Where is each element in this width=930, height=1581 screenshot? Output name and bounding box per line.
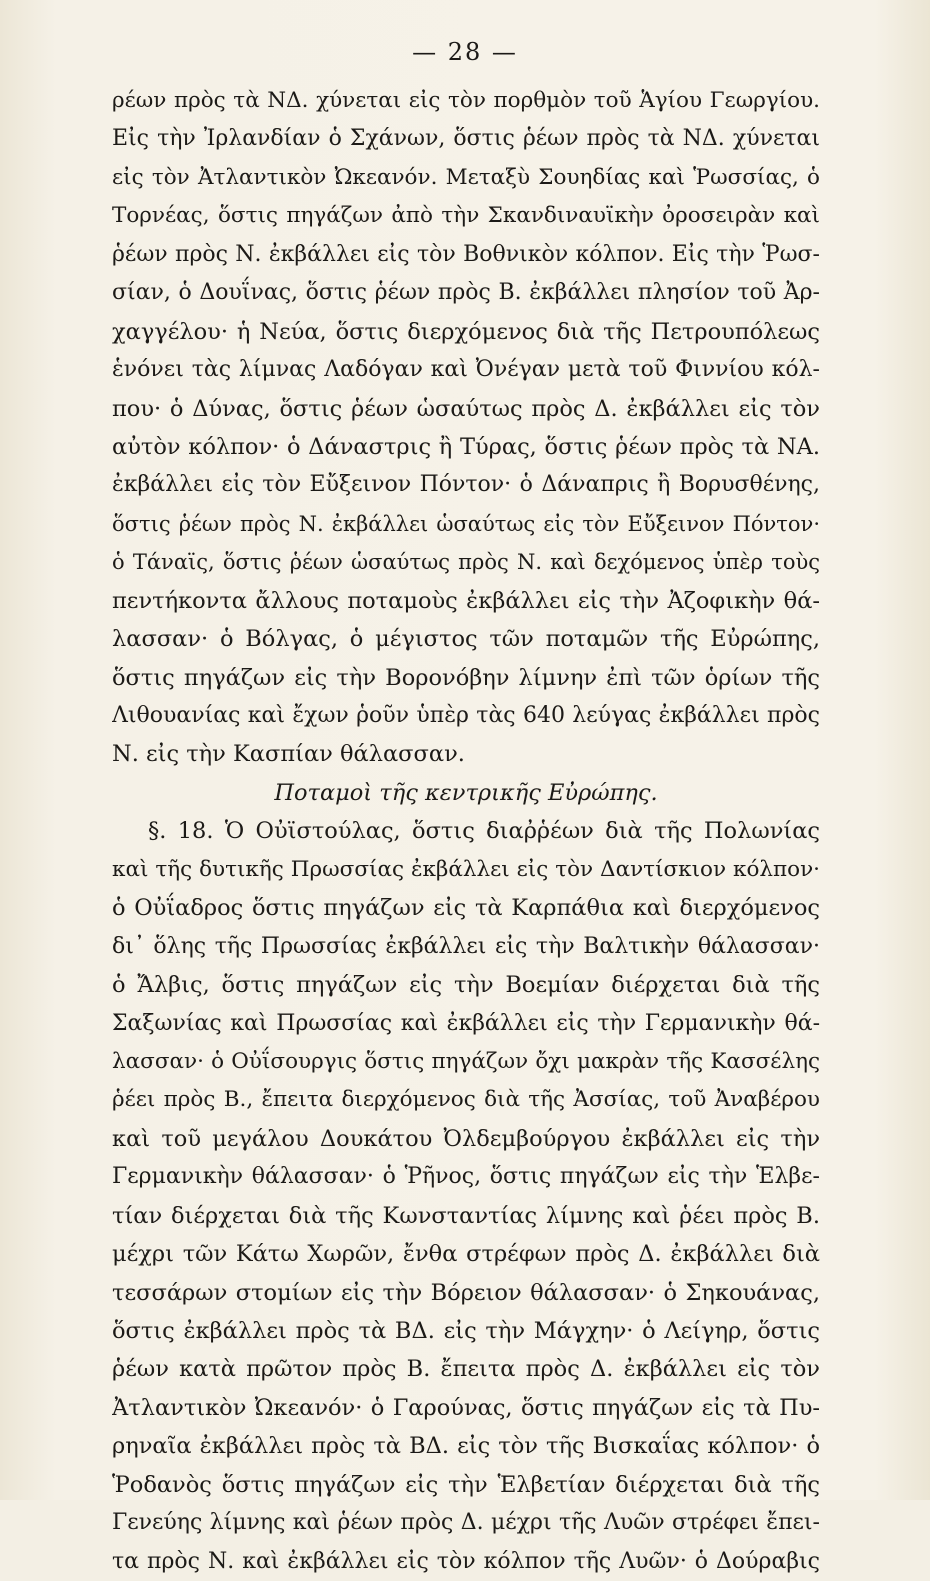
text-line: Λιθουανίας καὶ ἔχων ῥοῦν ὑπὲρ τὰς 640 λεύγας ἐκβάλλει πρὸς (112, 703, 820, 728)
text-line: ἑνόνει τὰς λίμνας Λαδόγαν καὶ Ὀνέγαν μετὰ τοῦ Φιννίου κόλ- (112, 357, 820, 383)
text-line: καὶ τῆς δυτικῆς Πρωσσίας ἐκβάλλει εἰς τὸν Δαντίσκιον κόλπον· (112, 856, 820, 882)
text-line: τεσσάρων στομίων εἰς τὴν Βόρειον θάλασσαν· ὁ Σηκουάνας, (112, 1279, 820, 1306)
text-line: τίαν διέρχεται διὰ τῆς Κωνσταντίας λίμνης καὶ ῥέει πρὸς Β. (112, 1202, 820, 1229)
text-line: χαγγέλου· ἡ Νεύα, ὅστις διερχόμενος διὰ τῆς Πετρουπόλεως (112, 318, 820, 345)
text-line: Γενεύης λίμνης καὶ ῥέων πρὸς Δ. μέχρι τῆς Λυῶν στρέφει ἔπει- (112, 1510, 820, 1536)
text-line: Τορνέας, ὅστις πηγάζων ἀπὸ τὴν Σκανδιναυϊκὴν ὀροσειρὰν καὶ (112, 203, 820, 229)
text-line: ρέων πρὸς τὰ ΝΔ. χύνεται εἰς τὸν πορθμὸν τοῦ Ἁγίου Γεωργίου. (112, 88, 820, 113)
text-line: Γερμανικὴν θάλασσαν· ὁ Ῥῆνος, ὅστις πηγάζων εἰς τὴν Ἑλβε- (112, 1164, 820, 1190)
text-line: πεντήκοντα ἄλλους ποταμοὺς ἐκβάλλει εἰς τὴν Ἀζοφικὴν θά- (112, 587, 820, 614)
text-line: Ν. εἰς τὴν Κασπίαν θάλασσαν. (112, 741, 465, 768)
text-line: καὶ τοῦ μεγάλου Δουκάτου Ὀλδεμβούργου ἐκβάλλει εἰς τὴν (112, 1125, 820, 1152)
text-line: λασσαν· ὁ Βόλγας, ὁ μέγιστος τῶν ποταμῶν τῆς Εὐρώπης, (112, 626, 820, 653)
text-line: Εἰς τὴν Ἰρλανδίαν ὁ Σχάνων, ὅστις ῥέων πρὸς τὰ ΝΔ. χύνεται (112, 126, 820, 152)
text-line: ὅστις ῥέων πρὸς Ν. ἐκβάλλει ὡσαύτως εἰς τὸν Εὔξεινον Πόντον· (112, 511, 820, 536)
text-line: ὅστις ἐκβάλλει πρὸς τὰ ΒΔ. εἰς τὴν Μάγχην· ὁ Λείγηρ, ὅστις (112, 1318, 820, 1344)
text-line: ὁ Ἄλβις, ὅστις πηγάζων εἰς τὴν Βοεμίαν διέρχεται διὰ τῆς (112, 972, 820, 999)
text-line: μέχρι τῶν Κάτω Χωρῶν, ἔνθα στρέφων πρὸς Δ. ἐκβάλλει διὰ (112, 1241, 820, 1268)
text-line: που· ὁ Δύνας, ὅστις ῥέων ὡσαύτως πρὸς Δ. ἐκβάλλει εἰς τὸν (112, 395, 820, 422)
section-heading: Ποταμοὶ τῆς κεντρικῆς Εὐρώπης. (274, 779, 658, 806)
text-line: Ἀτλαντικὸν Ὠκεανόν· ὁ Γαρούνας, ὅστις πηγάζων εἰς τὰ Πυ- (112, 1394, 820, 1421)
text-line: ὁ Τάναϊς, ὅστις ῥέων ὡσαύτως πρὸς Ν. καὶ δεχόμενος ὑπὲρ τοὺς (112, 550, 820, 575)
text-line: εἰς τὸν Ἀτλαντικὸν Ὠκεανόν. Μεταξὺ Σουηδίας καὶ Ῥωσσίας, ὁ (112, 164, 820, 190)
text-line: ὁ Οὐΐαδρος ὅστις πηγάζων εἰς τὰ Καρπάθια καὶ διερχόμενος (112, 895, 820, 922)
paragraph-start-line: §. 18. Ὁ Οὐϊστούλας, ὅστις διαῤῥέων διὰ τῆς Πολωνίας (148, 818, 820, 845)
text-line: ὅστις πηγάζων εἰς τὴν Βορονόβην λίμνην ἐπὶ τῶν ὁρίων τῆς (112, 664, 820, 691)
text-line: ἐκβάλλει εἰς τὸν Εὔξεινον Πόντον· ὁ Δάναπρις ἢ Βορυσθένης, (112, 472, 820, 498)
text-line: τα πρὸς Ν. καὶ ἐκβάλλει εἰς τὸν κόλπον τῆς Λυῶν· ὁ Δούραβις (112, 1548, 820, 1574)
text-line: ῥέει πρὸς Β., ἔπειτα διερχόμενος διὰ τῆς Ἀσσίας, τοῦ Ἀναβέρου (112, 1087, 820, 1113)
text-line: ῥέων πρὸς Ν. ἐκβάλλει εἰς τὸν Βοθνικὸν κόλπον. Εἰς τὴν Ῥωσ- (112, 241, 820, 267)
text-line: αὐτὸν κόλπον· ὁ Δάναστρις ἢ Τύρας, ὅστις ῥέων πρὸς τὰ ΝΑ. (112, 433, 820, 460)
text-line: σίαν, ὁ Δουΐνας, ὅστις ῥέων πρὸς Β. ἐκβάλλει πλησίον τοῦ Ἀρ- (112, 280, 820, 306)
text-line: δι᾽ ὅλης τῆς Πρωσσίας ἐκβάλλει εἰς τὴν Βαλτικὴν θάλασσαν· (112, 933, 820, 959)
text-line: ῥέων κατὰ πρῶτον πρὸς Β. ἔπειτα πρὸς Δ. ἐκβάλλει εἰς τὸν (112, 1356, 820, 1383)
text-line: Σαξωνίας καὶ Πρωσσίας καὶ ἐκβάλλει εἰς τὴν Γερμανικὴν θά- (112, 1010, 820, 1036)
text-line: Ῥοδανὸς ὅστις πηγάζων εἰς τὴν Ἑλβετίαν διέρχεται διὰ τῆς (112, 1471, 820, 1498)
body-text (112, 82, 820, 1581)
text-line: ρηναῖα ἐκβάλλει πρὸς τὰ ΒΔ. εἰς τὸν τῆς Βισκαΐας κόλπον· ὁ (112, 1433, 820, 1460)
page-number: — 28 — (412, 38, 518, 66)
text-line: λασσαν· ὁ Οὐΐσουργις ὅστις πηγάζων ὄχι μακρὰν τῆς Κασσέλης (112, 1048, 820, 1074)
